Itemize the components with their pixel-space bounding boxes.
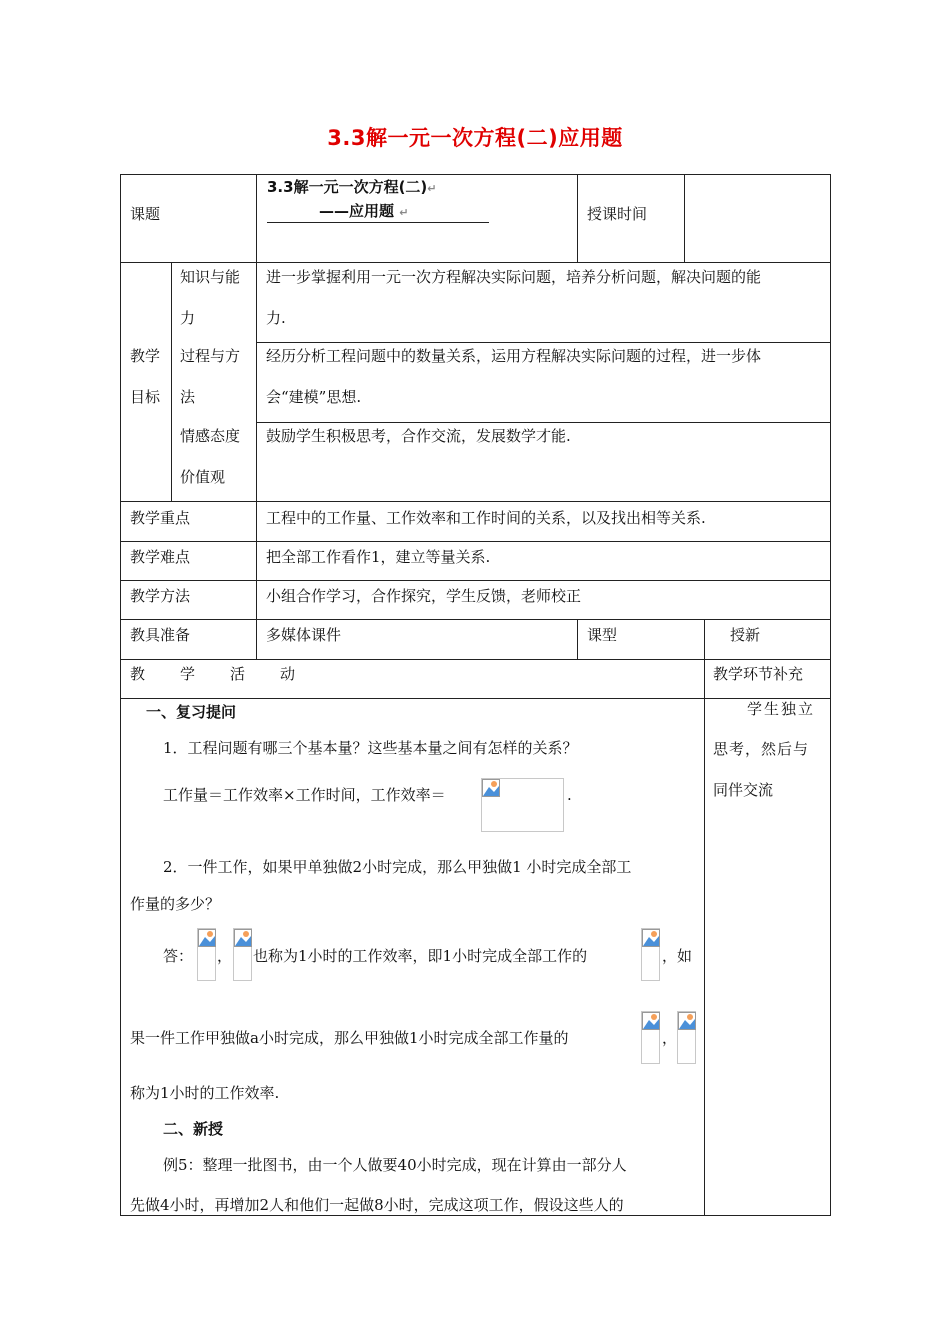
section-new-heading: 二、新授 (163, 1120, 224, 1138)
answer-end: ，如 (662, 947, 693, 965)
difficulty-text: 把全部工作看作1，建立等量关系. (266, 548, 491, 566)
method-text: 小组合作学习，合作探究，学生反馈，老师校正 (266, 587, 582, 605)
goals-label-b: 目标 (130, 388, 161, 406)
side-note-line3: 同伴交流 (713, 781, 774, 799)
goal-process-text-b: 会“建模”思想. (266, 388, 362, 406)
broken-image-icon (198, 929, 216, 947)
answer-comma: ， (217, 947, 233, 965)
goals-label-a: 教学 (130, 347, 161, 365)
goal-process-name-a: 过程与方 (180, 347, 241, 365)
activity-col-2: 学 (180, 665, 196, 683)
section-review-heading: 一、复习提问 (146, 703, 237, 721)
answer-middle: 也称为1小时的工作效率，即1小时完成全部工作的 (253, 947, 588, 965)
document-title: 3.3解一元一次方程(二)应用题 (327, 126, 623, 150)
answer-image-1 (197, 928, 216, 981)
goal-knowledge-text-b: 力. (266, 309, 286, 327)
goal-attitude-text-a: 鼓励学生积极思考，合作交流，发展数学才能. (266, 427, 571, 445)
supplement-header: 教学环节补充 (713, 665, 804, 683)
lesson-plan-table (120, 174, 831, 1216)
activity-col-4: 动 (280, 665, 296, 683)
paragraph-image-2 (677, 1011, 696, 1064)
key-point-label: 教学重点 (130, 509, 191, 527)
answer-image-3 (641, 928, 660, 981)
paragraph-3-comma: ， (662, 1029, 678, 1047)
formula-image-placeholder (481, 778, 564, 832)
goal-attitude-name-b: 价值观 (180, 468, 226, 486)
time-label: 授课时间 (587, 205, 648, 223)
broken-image-icon (642, 1012, 660, 1030)
answer-image-2 (233, 928, 252, 981)
answer-prefix: 答： (163, 947, 194, 965)
example-5-line2: 先做4小时，再增加2人和他们一起做8小时，完成这项工作，假设这些人的 (130, 1196, 624, 1214)
paragraph-image-1 (641, 1011, 660, 1064)
difficulty-label: 教学难点 (130, 548, 191, 566)
paragraph-3-line1: 果一件工作甲独做a小时完成，那么甲独做1小时完成全部工作量的 (130, 1029, 569, 1047)
example-5-line1: 例5：整理一批图书，由一个人做要40小时完成，现在计算由一部分人 (163, 1156, 627, 1174)
course-title-line2: ——应用题 ↵ (319, 202, 409, 220)
side-note-line1: 学生独立 (747, 700, 816, 718)
course-label: 课题 (130, 205, 161, 223)
broken-image-icon (482, 779, 500, 797)
side-note-line2: 思考，然后与 (713, 740, 810, 758)
broken-image-icon (678, 1012, 696, 1030)
question-2-line2: 作量的多少？ (130, 895, 221, 913)
key-point-text: 工程中的工作量、工作效率和工作时间的关系，以及找出相等关系. (266, 509, 706, 527)
broken-image-icon (234, 929, 252, 947)
activity-col-3: 活 (230, 665, 246, 683)
question-1: 1．工程问题有哪三个基本量？这些基本量之间有怎样的关系？ (163, 739, 578, 757)
goal-knowledge-text-a: 进一步掌握利用一元一次方程解决实际问题，培养分析问题，解决问题的能 (266, 268, 762, 286)
broken-image-icon (642, 929, 660, 947)
goal-process-name-b: 法 (180, 388, 196, 406)
activity-col-1: 教 (130, 665, 146, 683)
tools-text: 多媒体课件 (266, 626, 342, 644)
goal-knowledge-name-b: 力 (180, 309, 196, 327)
goal-knowledge-name-a: 知识与能 (180, 268, 241, 286)
lesson-type-label: 课型 (587, 626, 618, 644)
goal-attitude-name-a: 情感态度 (180, 427, 241, 445)
paragraph-3-line2: 称为1小时的工作效率. (130, 1084, 280, 1102)
question-2-line1: 2．一件工作，如果甲单独做2小时完成，那么甲独做1 小时完成全部工 (163, 858, 632, 876)
lesson-type-value: 授新 (730, 626, 761, 644)
tools-label: 教具准备 (130, 626, 191, 644)
method-label: 教学方法 (130, 587, 191, 605)
course-title-line1: 3.3解一元一次方程(二)↵ (267, 178, 437, 196)
goal-process-text-a: 经历分析工程问题中的数量关系，运用方程解决实际问题的过程，进一步体 (266, 347, 762, 365)
formula-end: . (567, 786, 572, 804)
formula-line: 工作量＝工作效率×工作时间，工作效率＝ (163, 786, 446, 804)
